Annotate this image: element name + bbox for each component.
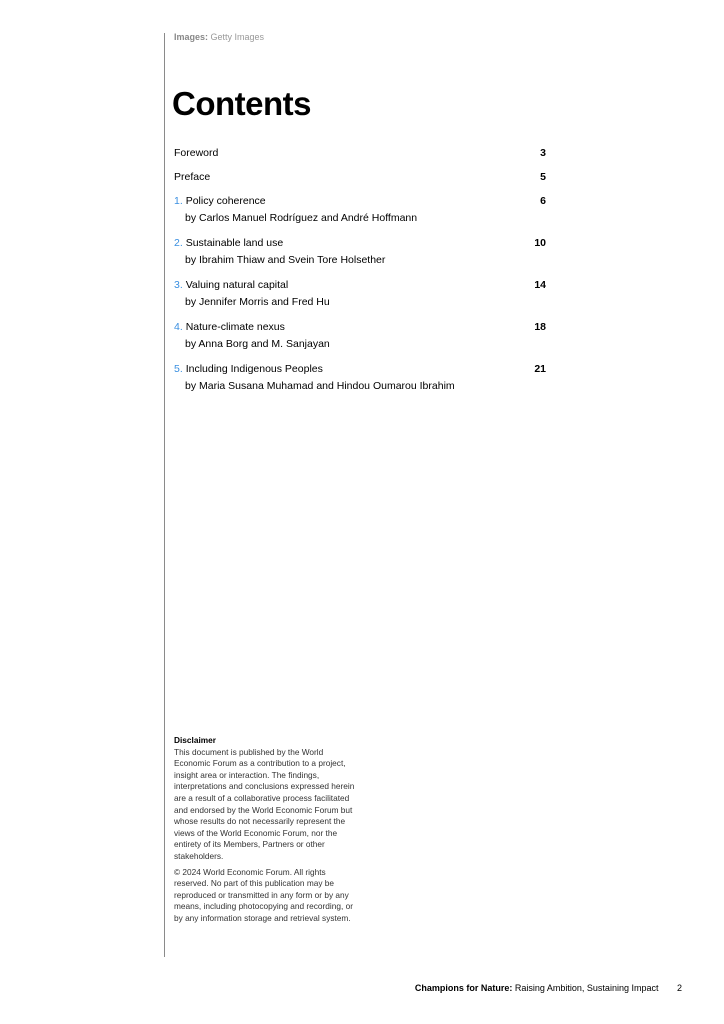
toc-page-number: 10 [534, 237, 546, 249]
toc-row [174, 169, 546, 186]
toc-page-number: 18 [534, 321, 546, 333]
toc-row [174, 277, 546, 294]
toc-page-number: 3 [540, 147, 546, 159]
toc-author: by Carlos Manuel Rodríguez and André Hoffmann [185, 212, 418, 224]
toc-page-number: 5 [540, 171, 546, 183]
disclaimer [174, 735, 359, 925]
toc-author: by Jennifer Morris and Fred Hu [185, 296, 330, 308]
toc-row [174, 193, 546, 210]
margin-rule [164, 33, 165, 957]
page-title: Contents [172, 85, 311, 122]
image-credit-label: Images: [174, 32, 209, 42]
toc-page-number: 14 [534, 279, 546, 291]
image-credit [174, 32, 264, 42]
toc-heading [174, 361, 323, 378]
toc-title: Preface [174, 171, 211, 183]
toc-heading [174, 169, 210, 186]
disclaimer-text: This document is published by the World Economic Forum as a contribution to a project, insight area or interaction. The findings, interpretations and conclusions expressed herein are a result of a collaborative process facilitated and endorsed by the World Economic Forum but whose results do not necessarily represent the views of the World Economic Forum, nor the entirety of its Members, Partners or other stakeholders. [174, 746, 355, 861]
toc-entry[interactable] [174, 319, 546, 353]
toc-entry[interactable] [174, 235, 546, 269]
toc-author: by Maria Susana Muhamad and Hindou Oumarou Ibrahim [185, 380, 455, 392]
toc-title: Nature-climate nexus [185, 321, 285, 333]
toc-entry[interactable] [174, 145, 546, 162]
toc-title: Foreword [174, 147, 219, 159]
toc-entry[interactable] [174, 169, 546, 186]
footer-subtitle: Raising Ambition, Sustaining Impact [514, 983, 659, 993]
toc-title: Valuing natural capital [185, 279, 289, 291]
toc-row [174, 235, 546, 252]
toc-heading [174, 319, 285, 336]
image-credit-value: Getty Images [210, 32, 265, 42]
toc-entry[interactable] [174, 361, 546, 395]
toc-author: by Ibrahim Thiaw and Svein Tore Holsether [185, 254, 386, 266]
table-of-contents [174, 145, 546, 403]
toc-author: by Anna Borg and M. Sanjayan [185, 338, 330, 350]
toc-heading [174, 277, 288, 294]
toc-number: 1. [174, 195, 183, 207]
toc-heading [174, 193, 266, 210]
toc-number: 4. [174, 321, 183, 333]
toc-heading [174, 145, 218, 162]
page-number: 2 [676, 983, 682, 993]
toc-number: 2. [174, 237, 183, 249]
toc-title: Policy coherence [185, 195, 266, 207]
footer-title: Champions for Nature: [414, 983, 513, 993]
toc-entry[interactable] [174, 193, 546, 227]
toc-row [174, 145, 546, 162]
toc-row [174, 319, 546, 336]
toc-heading [174, 235, 283, 252]
disclaimer-heading: Disclaimer [174, 735, 216, 745]
toc-number: 3. [174, 279, 183, 291]
toc-number: 5. [174, 363, 183, 375]
toc-title: Including Indigenous Peoples [185, 363, 323, 375]
toc-page-number: 21 [534, 363, 546, 375]
copyright-text: © 2024 World Economic Forum. All rights reserved. No part of this publication may be reproduced or transmitted in any form or by any means, including photocopying and recording, or by any information storage and retrieval system. [174, 866, 353, 923]
page-footer [415, 983, 682, 993]
toc-page-number: 6 [540, 195, 546, 207]
toc-title: Sustainable land use [185, 237, 284, 249]
toc-entry[interactable] [174, 277, 546, 311]
toc-row [174, 361, 546, 378]
